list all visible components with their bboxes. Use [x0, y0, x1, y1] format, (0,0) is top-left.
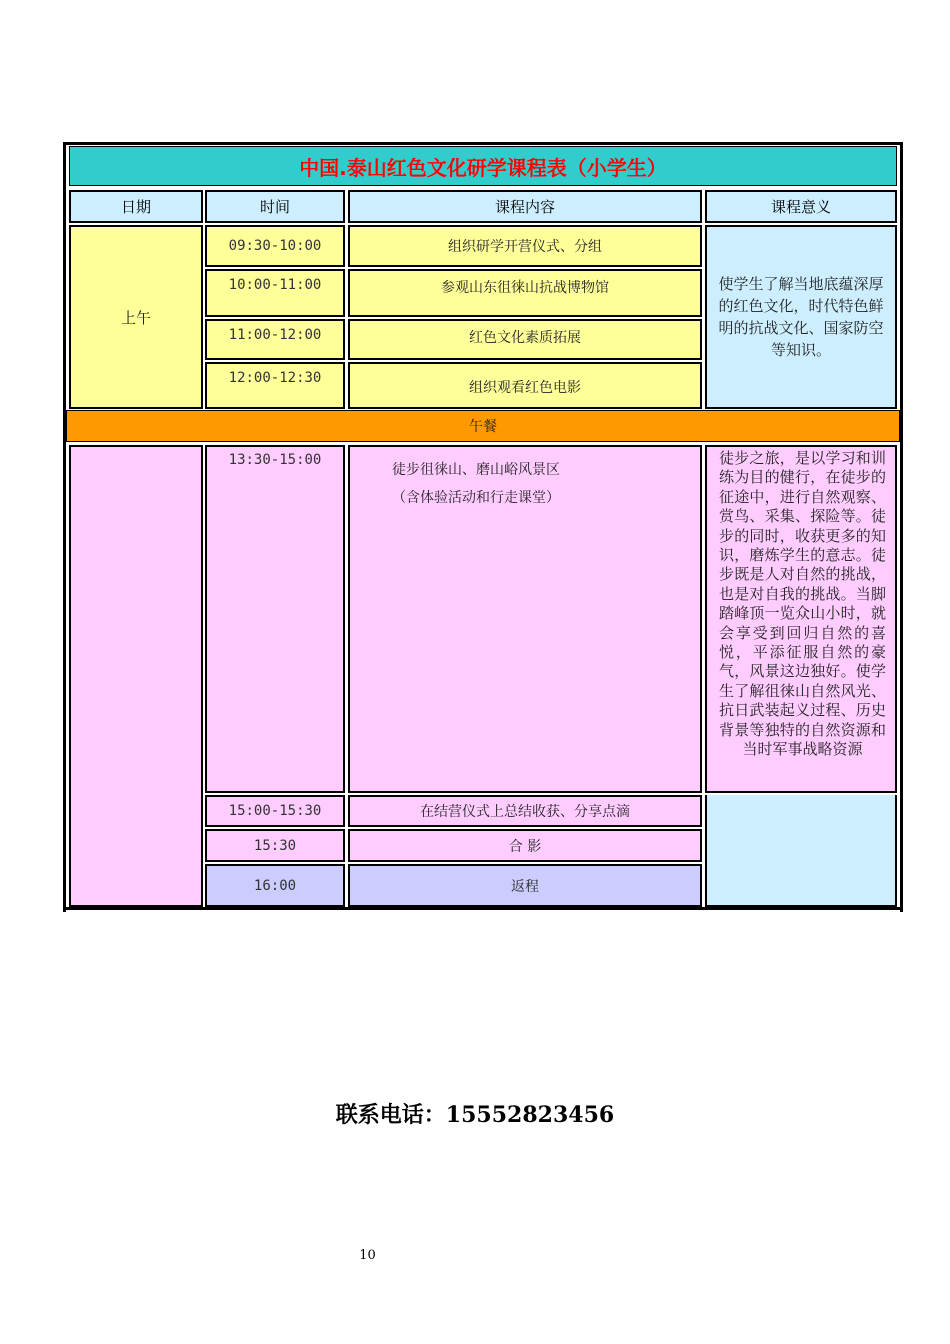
time-cell: 10:00-11:00 [205, 269, 345, 317]
time-cell: 16:00 [205, 864, 345, 907]
afternoon-label [69, 445, 203, 907]
morning-label: 上午 [69, 225, 203, 409]
content-cell: 合 影 [348, 829, 702, 862]
table-bottom-border [63, 907, 903, 910]
time-cell: 15:00-15:30 [205, 795, 345, 827]
time-cell: 12:00-12:30 [205, 362, 345, 409]
page-number: 10 [359, 1248, 376, 1263]
header-content: 课程内容 [348, 190, 702, 223]
time-cell: 15:30 [205, 829, 345, 862]
lunch-row: 午餐 [66, 410, 900, 442]
header-date: 日期 [69, 190, 203, 223]
time-cell: 11:00-12:00 [205, 319, 345, 360]
header-time: 时间 [205, 190, 345, 223]
afternoon-meaning-blank [705, 795, 897, 907]
time-cell: 09:30-10:00 [205, 225, 345, 267]
hike-title: 徒步徂徕山、磨山峪风景区 [392, 462, 560, 478]
contact-phone: 联系电话：15552823456 [335, 1102, 615, 1128]
content-cell: 组织观看红色电影 [348, 362, 702, 409]
content-cell: 参观山东徂徕山抗战博物馆 [348, 269, 702, 317]
content-cell: 红色文化素质拓展 [348, 319, 702, 360]
time-cell: 13:30-15:00 [205, 445, 345, 793]
table-title: 中国.泰山红色文化研学课程表（小学生） [69, 146, 897, 186]
afternoon-meaning: 徒步之旅，是以学习和训练为目的健行，在徒步的征途中，进行自然观察、赏鸟、采集、探险等。徒步的同时，收获更多的知识，磨炼学生的意志。徒步既是人对自然的挑战，也是对自我的挑战。当脚踏峰顶一览众山小时，就会享受到回归自然的喜悦，平添征服自然的豪气，风景这边独好。使学生了解徂徕山自然风光、抗日武装起义过程、历史背景等独特的自然资源和当时军事战略资源 [705, 445, 897, 793]
header-meaning: 课程意义 [705, 190, 897, 223]
content-cell: 组织研学开营仪式、分组 [348, 225, 702, 267]
content-cell: 返程 [348, 864, 702, 907]
content-cell [348, 445, 702, 793]
content-cell: 在结营仪式上总结收获、分享点滴 [348, 795, 702, 827]
morning-meaning: 使学生了解当地底蕴深厚的红色文化，时代特色鲜明的抗战文化、国家防空等知识。 [705, 225, 897, 409]
hike-note: （含体验活动和行走课堂） [392, 490, 560, 506]
